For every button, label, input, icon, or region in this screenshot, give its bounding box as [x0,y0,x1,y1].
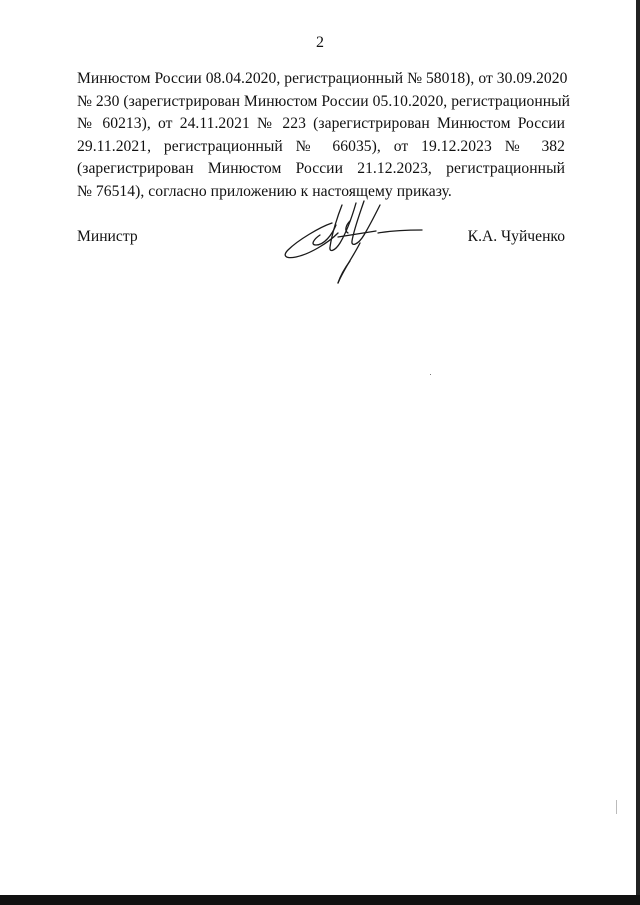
scan-edge-right [636,0,640,905]
paragraph-line: 29.11.2021, регистрационный № 66035), от 19.12.2023 № 382 [77,137,565,155]
paragraph-line: (зарегистрирован Минюстом России 21.12.2023, регистрационный [77,160,565,177]
scan-edge-bottom [0,895,640,905]
paragraph-line: № 76514), согласно приложению к настоящему приказу. [77,182,452,200]
paragraph [77,68,571,203]
page-number: 2 [316,34,324,51]
scan-speck [616,800,617,814]
paragraph-line: № 60213), от 24.11.2021 № 223 (зарегистрирован Минюстом России [77,115,565,132]
paragraph-line: № 230 (зарегистрирован Минюстом России 05.10.2020, регистрационный [77,92,571,110]
paragraph-line: Минюстом России 08.04.2020, регистрационный № 58018), от 30.09.2020 [77,70,568,87]
signatory-name: К.А. Чуйченко [467,228,565,245]
handwritten-signature [280,195,430,290]
scan-speck [430,374,431,375]
signatory-title: Министр [77,228,138,245]
